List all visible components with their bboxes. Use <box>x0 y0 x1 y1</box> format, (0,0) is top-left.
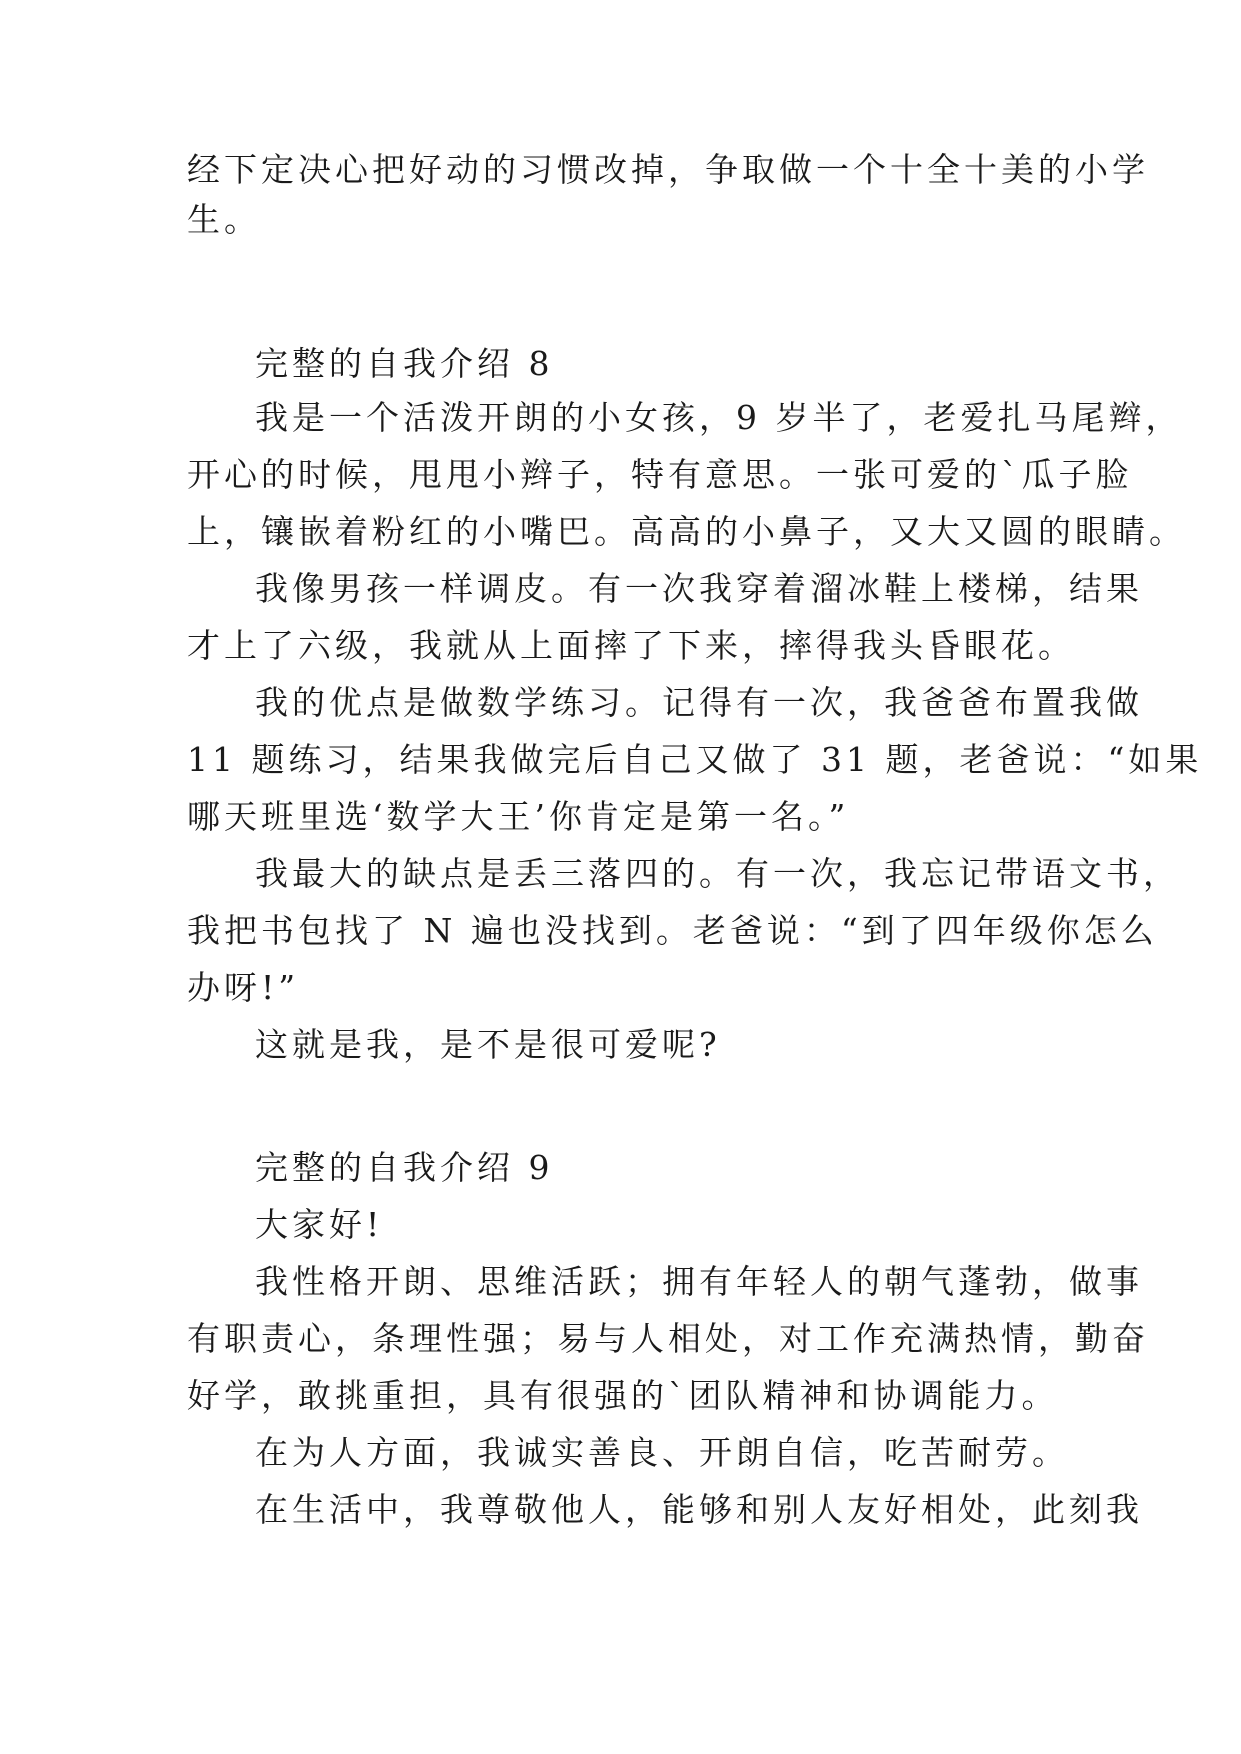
paragraph-line: 有职责心，条理性强；易与人相处，对工作充满热情，勤奋 <box>187 1319 1149 1358</box>
paragraph-line: 我的优点是做数学练习。记得有一次，我爸爸布置我做 <box>255 683 1143 722</box>
section-heading: 完整的自我介绍 8 <box>255 344 554 383</box>
section-heading: 完整的自我介绍 9 <box>255 1148 554 1187</box>
paragraph-line: 在为人方面，我诚实善良、开朗自信，吃苦耐劳。 <box>255 1433 1069 1472</box>
paragraph-line: 好学，敢挑重担，具有很强的`团队精神和协调能力。 <box>187 1376 1059 1415</box>
paragraph-line: 生。 <box>187 200 261 239</box>
paragraph-line: 我像男孩一样调皮。有一次我穿着溜冰鞋上楼梯，结果 <box>255 569 1143 608</box>
paragraph-line: 大家好! <box>255 1205 384 1244</box>
paragraph-line: 我把书包找了 N 遍也没找到。老爸说：“到了四年级你怎么 <box>187 911 1158 950</box>
paragraph-line: 开心的时候，甩甩小辫子，特有意思。一张可爱的`瓜子脸 <box>187 455 1133 494</box>
paragraph-line: 上，镶嵌着粉红的小嘴巴。高高的小鼻子，又大又圆的眼睛。 <box>187 512 1186 551</box>
paragraph-line: 我性格开朗、思维活跃；拥有年轻人的朝气蓬勃，做事 <box>255 1262 1143 1301</box>
paragraph-line: 经下定决心把好动的习惯改掉，争取做一个十全十美的小学 <box>187 150 1149 189</box>
paragraph-line: 我最大的缺点是丢三落四的。有一次，我忘记带语文书， <box>255 854 1180 893</box>
paragraph-line: 才上了六级，我就从上面摔了下来，摔得我头昏眼花。 <box>187 626 1075 665</box>
paragraph-line: 11 题练习，结果我做完后自己又做了 31 题，老爸说：“如果 <box>187 740 1203 779</box>
paragraph-line: 这就是我，是不是很可爱呢? <box>255 1025 721 1064</box>
paragraph-line: 哪天班里选‘数学大王’你肯定是第一名。” <box>187 797 850 836</box>
paragraph-line: 在生活中，我尊敬他人，能够和别人友好相处，此刻我 <box>255 1490 1143 1529</box>
paragraph-line: 我是一个活泼开朗的小女孩，9 岁半了，老爱扎马尾辫， <box>255 398 1183 437</box>
paragraph-line: 办呀!” <box>187 968 300 1007</box>
